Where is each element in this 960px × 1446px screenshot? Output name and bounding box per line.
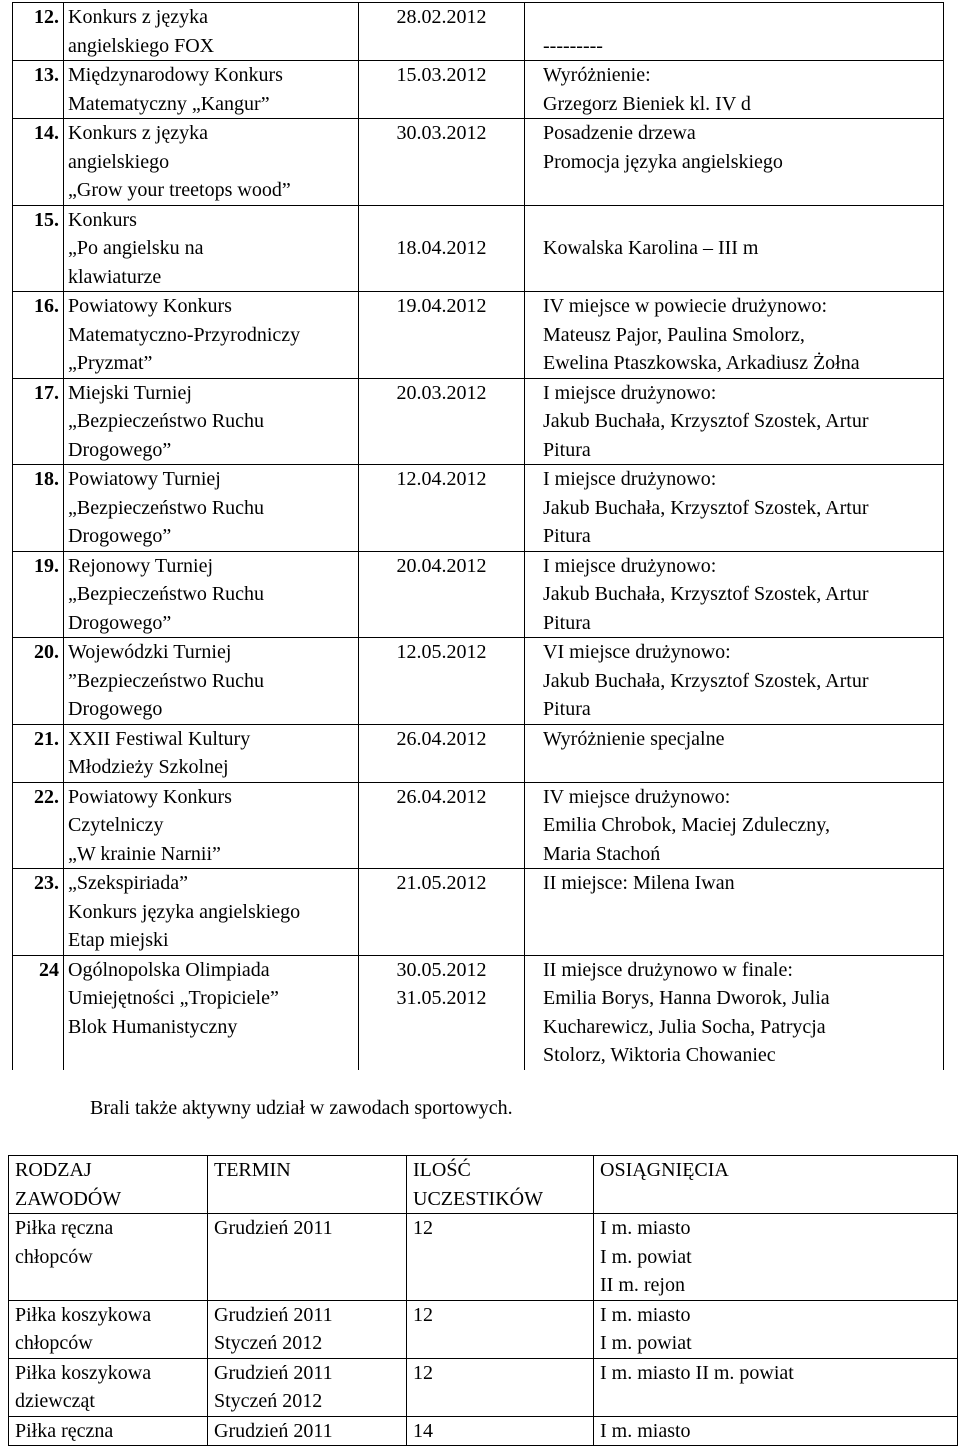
competition-number: 14.	[13, 119, 64, 206]
competition-result-line: Promocja języka angielskiego	[543, 150, 783, 173]
competition-result-line: Jakub Buchała, Krzysztof Szostek, Artur	[543, 583, 869, 605]
competition-name	[64, 955, 359, 1070]
competition-name-line: Drogowego	[68, 698, 163, 720]
competition-result	[525, 61, 944, 119]
competition-result-line: Maria Stachoń	[543, 842, 661, 865]
competition-name-line: Czytelniczy	[68, 814, 164, 836]
competition-date-line: 21.05.2012	[396, 872, 487, 894]
competition-name	[64, 869, 359, 956]
competition-date-line: 18.04.2012	[396, 237, 487, 259]
sports-cell	[594, 1214, 958, 1301]
competition-result-line: Grzegorz Bieniek kl. IV d	[543, 92, 751, 115]
sports-cell-line: I m. miasto	[600, 1419, 691, 1442]
competition-date-line: 26.04.2012	[396, 727, 487, 750]
competition-name-line: Matematyczno-Przyrodniczy	[68, 323, 301, 346]
sports-header	[208, 1156, 407, 1214]
sports-cell	[208, 1300, 407, 1358]
competition-result-line: Stolorz, Wiktoria Chowaniec	[543, 1044, 776, 1066]
competition-date	[359, 205, 525, 292]
sports-cell	[208, 1214, 407, 1301]
competition-name	[64, 638, 359, 725]
competition-result	[525, 638, 944, 725]
competition-result-line: VI miejsce drużynowo:	[543, 641, 731, 663]
competition-result-line: II miejsce drużynowo w finale:	[543, 958, 793, 981]
competition-date-line: 20.03.2012	[396, 381, 487, 404]
competition-name-line: „Bezpieczeństwo Ruchu	[68, 583, 265, 605]
competition-result-line: Pitura	[543, 438, 591, 461]
sports-header-line: ILOŚĆ	[413, 1159, 471, 1181]
sports-row	[9, 1300, 958, 1358]
competition-date-line: 12.05.2012	[396, 641, 487, 663]
competition-result-line: Wyróżnienie:	[543, 64, 651, 86]
sports-cell-line: Styczeń 2012	[214, 1390, 323, 1412]
competition-name-line: ”Bezpieczeństwo Ruchu	[68, 669, 265, 692]
competition-name-line: Rejonowy Turniej	[68, 554, 214, 577]
competition-name-line: Drogowego”	[68, 525, 172, 547]
sports-cell	[9, 1214, 208, 1301]
competition-name	[64, 551, 359, 638]
competition-name-line: Umiejętności „Tropiciele”	[68, 987, 279, 1009]
competition-result-line: Pitura	[543, 525, 591, 547]
competition-name-line: „Bezpieczeństwo Ruchu	[68, 496, 265, 519]
sports-header-line: RODZAJ	[15, 1159, 92, 1181]
competition-name	[64, 378, 359, 465]
competition-name-line: Międzynarodowy Konkurs	[68, 64, 283, 86]
competition-number: 20.	[13, 638, 64, 725]
competition-number: 23.	[13, 869, 64, 956]
competition-row	[13, 61, 944, 119]
competition-result-line: Kucharewicz, Julia Socha, Patrycja	[543, 1015, 826, 1038]
sports-note: Brali także aktywny udział w zawodach sportowych.	[90, 1097, 513, 1119]
competition-date-line: 20.04.2012	[396, 554, 487, 577]
competition-name-line: XXII Festiwal Kultury	[68, 727, 251, 750]
competition-name-line: Miejski Turniej	[68, 381, 192, 404]
sports-cell	[407, 1300, 594, 1358]
competition-number: 17.	[13, 378, 64, 465]
sports-cell	[407, 1214, 594, 1301]
competition-number: 24	[13, 955, 64, 1070]
competition-result	[525, 551, 944, 638]
competition-name-line: Drogowego”	[68, 611, 172, 634]
sports-cell	[208, 1416, 407, 1446]
sports-row	[9, 1214, 958, 1301]
competition-name-line: Powiatowy Turniej	[68, 468, 221, 490]
competition-name-line: Konkurs	[68, 208, 137, 231]
competition-name	[64, 465, 359, 552]
competition-number: 19.	[13, 551, 64, 638]
competition-date-line: 30.03.2012	[396, 122, 487, 144]
competition-name-line: Drogowego”	[68, 438, 172, 461]
competition-row	[13, 724, 944, 782]
sports-row	[9, 1416, 958, 1446]
competition-result-line: Jakub Buchała, Krzysztof Szostek, Artur	[543, 669, 869, 692]
competition-result-line	[543, 206, 943, 235]
competition-name	[64, 3, 359, 61]
competitions-table	[12, 2, 944, 1070]
sports-cell-line: Grudzień 2011	[214, 1303, 333, 1326]
sports-cell-line: chłopców	[15, 1245, 93, 1268]
sports-cell	[594, 1300, 958, 1358]
competition-name	[64, 205, 359, 292]
competition-date	[359, 955, 525, 1070]
competition-date-line: 12.04.2012	[396, 468, 487, 490]
sports-cell-line: 14	[413, 1419, 433, 1442]
competition-result-line: Kowalska Karolina – III m	[543, 237, 759, 259]
sports-cell-line: 12	[413, 1361, 433, 1384]
sports-cell-line: Grudzień 2011	[214, 1361, 333, 1384]
competition-date	[359, 638, 525, 725]
competition-row	[13, 205, 944, 292]
competition-number: 12.	[13, 3, 64, 61]
competition-name-line: Ogólnopolska Olimpiada	[68, 958, 270, 981]
sports-cell	[407, 1358, 594, 1416]
competition-name	[64, 292, 359, 379]
sports-header-line: ZAWODÓW	[15, 1187, 122, 1210]
competition-name-line: angielskiego	[68, 150, 170, 173]
sports-cell-line: Piłka koszykowa	[15, 1361, 152, 1384]
competition-result	[525, 378, 944, 465]
competition-result-line: I miejsce drużynowo:	[543, 381, 717, 404]
sports-cell-line: Grudzień 2011	[214, 1217, 333, 1239]
sports-header	[594, 1156, 958, 1214]
competition-date-line	[359, 206, 524, 235]
competition-row	[13, 292, 944, 379]
competition-result	[525, 205, 944, 292]
sports-cell	[208, 1358, 407, 1416]
competition-date	[359, 551, 525, 638]
competition-result-line: Emilia Borys, Hanna Dworok, Julia	[543, 987, 830, 1009]
competition-result	[525, 869, 944, 956]
competition-date	[359, 3, 525, 61]
competition-name-line: „Po angielsku na	[68, 237, 204, 259]
competition-name-line: Konkurs języka angielskiego	[68, 900, 301, 923]
competition-result-line: IV miejsce w powiecie drużynowo:	[543, 295, 827, 317]
competition-row	[13, 869, 944, 956]
sports-cell-line: Styczeń 2012	[214, 1332, 323, 1354]
sports-cell-line: Piłka koszykowa	[15, 1303, 152, 1326]
competition-result-line: I miejsce drużynowo:	[543, 554, 717, 577]
competition-name-line: „Szekspiriada”	[68, 872, 188, 894]
sports-cell	[9, 1416, 208, 1446]
competition-number: 18.	[13, 465, 64, 552]
competition-row	[13, 551, 944, 638]
competition-row	[13, 782, 944, 869]
competition-date	[359, 119, 525, 206]
competition-row	[13, 638, 944, 725]
competition-result	[525, 119, 944, 206]
competition-name	[64, 724, 359, 782]
competition-result	[525, 955, 944, 1070]
competition-row	[13, 119, 944, 206]
competition-name-line: Młodzieży Szkolnej	[68, 756, 229, 778]
sports-cell	[594, 1416, 958, 1446]
competition-name-line: „Grow your treetops wood”	[68, 179, 291, 201]
sports-cell-line: I m. miasto	[600, 1303, 691, 1326]
competition-number: 13.	[13, 61, 64, 119]
sports-header-line: TERMIN	[214, 1159, 291, 1181]
sports-header-line: UCZESTIKÓW	[413, 1187, 543, 1210]
competition-name-line: Blok Humanistyczny	[68, 1015, 238, 1038]
competition-result-line: Emilia Chrobok, Maciej Zduleczny,	[543, 814, 830, 836]
sports-header-line: OSIĄGNIĘCIA	[600, 1159, 729, 1181]
competition-name-line: Powiatowy Konkurs	[68, 785, 232, 808]
competition-number: 22.	[13, 782, 64, 869]
sports-cell-line: Grudzień 2011	[214, 1419, 333, 1442]
competition-row	[13, 955, 944, 1070]
competition-result-line: Pitura	[543, 698, 591, 720]
competition-result-line: Ewelina Ptaszkowska, Arkadiusz Żołna	[543, 352, 860, 374]
sports-cell-line: Piłka ręczna	[15, 1217, 114, 1239]
sports-table	[8, 1155, 958, 1446]
competition-date-line: 31.05.2012	[396, 987, 487, 1009]
competition-result	[525, 724, 944, 782]
competition-result-line	[543, 3, 943, 32]
competition-result	[525, 3, 944, 61]
competition-date-line: 15.03.2012	[396, 64, 487, 86]
competition-name-line: angielskiego FOX	[68, 34, 215, 57]
sports-cell	[9, 1300, 208, 1358]
competition-date	[359, 724, 525, 782]
competition-result-line: ---------	[543, 34, 603, 57]
competition-result	[525, 292, 944, 379]
competition-result-line: Posadzenie drzewa	[543, 122, 696, 144]
sports-cell	[9, 1358, 208, 1416]
competition-result-line: IV miejsce drużynowo:	[543, 785, 731, 808]
competition-result-line: Jakub Buchała, Krzysztof Szostek, Artur	[543, 496, 869, 519]
competition-date	[359, 378, 525, 465]
competition-name-line: „Bezpieczeństwo Ruchu	[68, 410, 265, 432]
competition-row	[13, 3, 944, 61]
competition-date	[359, 869, 525, 956]
competition-date-line: 28.02.2012	[396, 6, 487, 28]
sports-cell-line: Piłka ręczna	[15, 1419, 114, 1442]
sports-cell-line: II m. rejon	[600, 1274, 685, 1296]
competition-number: 16.	[13, 292, 64, 379]
competition-row	[13, 378, 944, 465]
competition-name-line: „Pryzmat”	[68, 352, 153, 374]
competition-name-line: Powiatowy Konkurs	[68, 295, 232, 317]
competition-name-line: Konkurs z języka	[68, 122, 208, 144]
sports-cell-line: I m. miasto	[600, 1217, 691, 1239]
sports-header	[9, 1156, 208, 1214]
competition-date	[359, 292, 525, 379]
competition-name-line: „W krainie Narnii”	[68, 842, 221, 865]
competition-number: 15.	[13, 205, 64, 292]
competition-result-line: Pitura	[543, 611, 591, 634]
sports-cell-line: 12	[413, 1303, 433, 1326]
sports-cell-line: 12	[413, 1217, 433, 1239]
sports-cell	[407, 1416, 594, 1446]
competition-date	[359, 61, 525, 119]
sports-cell-line: chłopców	[15, 1332, 93, 1354]
sports-cell-line: I m. powiat	[600, 1245, 692, 1268]
competition-result-line: I miejsce drużynowo:	[543, 468, 717, 490]
sports-cell	[594, 1358, 958, 1416]
competition-date-line: 26.04.2012	[396, 785, 487, 808]
competition-date	[359, 465, 525, 552]
sports-cell-line: I m. miasto II m. powiat	[600, 1361, 794, 1384]
competition-name-line: Matematyczny „Kangur”	[68, 92, 270, 115]
competition-name	[64, 782, 359, 869]
competition-result	[525, 465, 944, 552]
sports-row	[9, 1358, 958, 1416]
competition-date-line: 30.05.2012	[396, 958, 487, 981]
competition-name	[64, 61, 359, 119]
competition-result-line: II miejsce: Milena Iwan	[543, 872, 735, 894]
competition-name	[64, 119, 359, 206]
competition-name-line: Konkurs z języka	[68, 6, 208, 28]
sports-header-row	[9, 1156, 958, 1214]
competition-result-line: Wyróżnienie specjalne	[543, 727, 725, 750]
sports-cell-line: I m. powiat	[600, 1332, 692, 1354]
competition-result-line: Mateusz Pajor, Paulina Smolorz,	[543, 323, 805, 346]
competition-date-line: 19.04.2012	[396, 295, 487, 317]
competition-name-line: Etap miejski	[68, 929, 169, 951]
sports-header	[407, 1156, 594, 1214]
competition-name-line: Wojewódzki Turniej	[68, 641, 232, 663]
competition-number: 21.	[13, 724, 64, 782]
sports-cell-line: dziewcząt	[15, 1390, 95, 1412]
competition-name-line: klawiaturze	[68, 265, 162, 288]
competition-date	[359, 782, 525, 869]
competition-row	[13, 465, 944, 552]
competition-result	[525, 782, 944, 869]
competition-result-line: Jakub Buchała, Krzysztof Szostek, Artur	[543, 410, 869, 432]
